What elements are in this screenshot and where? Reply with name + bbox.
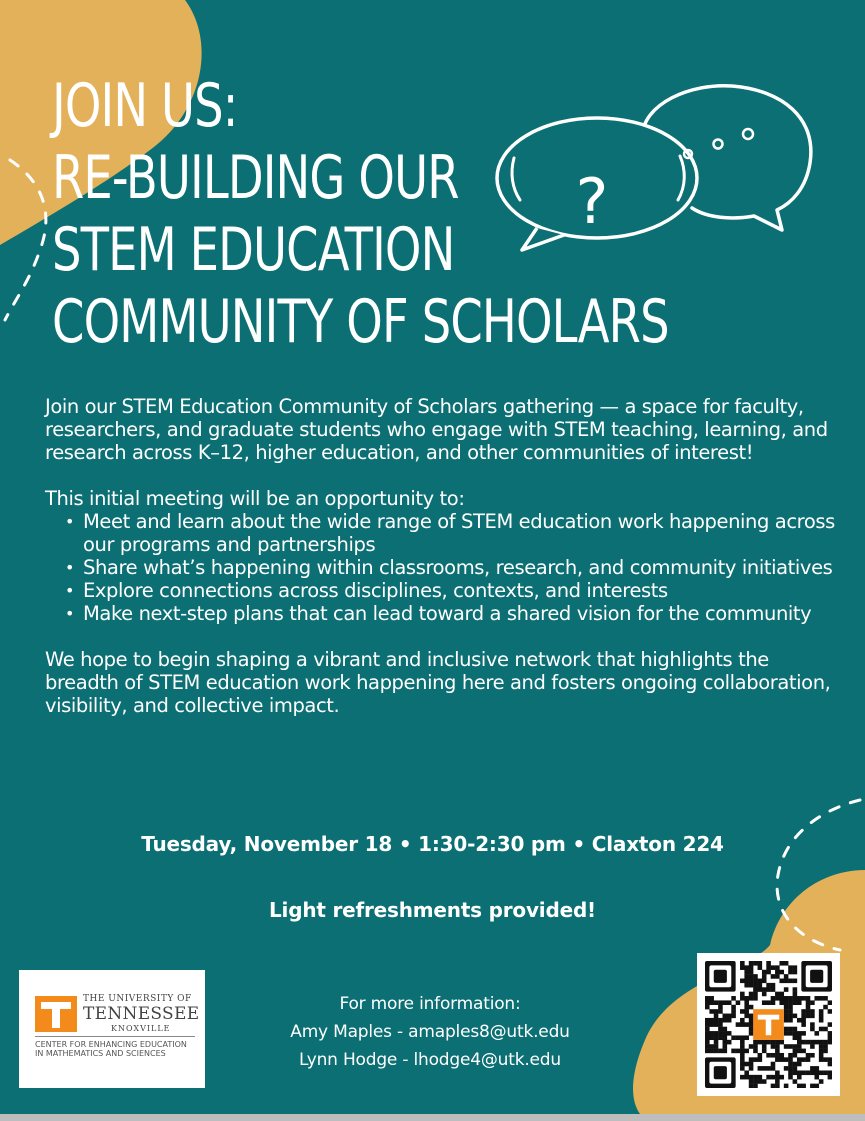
meeting-lead: This initial meeting will be an opportunity to: [45, 487, 465, 510]
contact-info [260, 990, 600, 1074]
list-item: • Explore connections across disciplines, contexts, and interests [83, 579, 835, 602]
qr-code-graphic [705, 961, 832, 1088]
contact-person-2[interactable]: Lynn Hodge - lhodge4@utk.edu [299, 1050, 561, 1070]
bottom-strip [0, 1114, 865, 1121]
logo-city-line: KNOXVILLE [111, 1024, 171, 1033]
contact-heading: For more information: [339, 994, 521, 1014]
contact-person-1[interactable]: Amy Maples - amaples8@utk.edu [290, 1022, 570, 1042]
speech-bubbles-icon [492, 78, 822, 258]
event-details: Tuesday, November 18 • 1:30-2:30 pm • Claxton 224 [141, 832, 724, 856]
list-item: • Share what’s happening within classrooms, research, and community initiatives [83, 556, 835, 579]
title-line-4: COMMUNITY OF SCHOLARS [52, 287, 669, 357]
logo-center-line: CENTER FOR ENHANCING EDUCATION IN MATHEMATICS AND SCIENCES [35, 1040, 187, 1058]
list-item: • Meet and learn about the wide range of STEM education work happening across our programs and partnerships [83, 510, 835, 556]
opportunity-list [45, 510, 835, 625]
list-item: • Make next-step plans that can lead toward a shared vision for the community [83, 602, 835, 625]
title-line-1: JOIN US: [52, 71, 238, 141]
title-line-3: STEM EDUCATION [52, 215, 455, 285]
logo-state-line: TENNESSEE [83, 1004, 200, 1024]
logo-university-line: THE UNIVERSITY OF [83, 994, 192, 1004]
body-text [45, 395, 835, 717]
ut-power-t-logo [35, 996, 77, 1032]
ut-logo [19, 970, 205, 1088]
refreshments-note: Light refreshments provided! [269, 898, 596, 922]
question-mark-icon: ? [575, 165, 609, 238]
qr-code[interactable] [697, 953, 840, 1096]
closing-paragraph: We hope to begin shaping a vibrant and inclusive network that highlights the breadth of STEM education work happening here and fosters ongoing collaboration, visibility, and collective impact. [45, 648, 831, 717]
intro-paragraph: Join our STEM Education Community of Scholars gathering — a space for faculty, researchers, and graduate students who engage with STEM teaching, learning, and research across K–12, higher education, and other communities of interest! [45, 395, 828, 464]
title-line-2: RE-BUILDING OUR [52, 143, 459, 213]
dashed-curve-right [740, 790, 865, 960]
logo-divider [35, 1036, 195, 1037]
